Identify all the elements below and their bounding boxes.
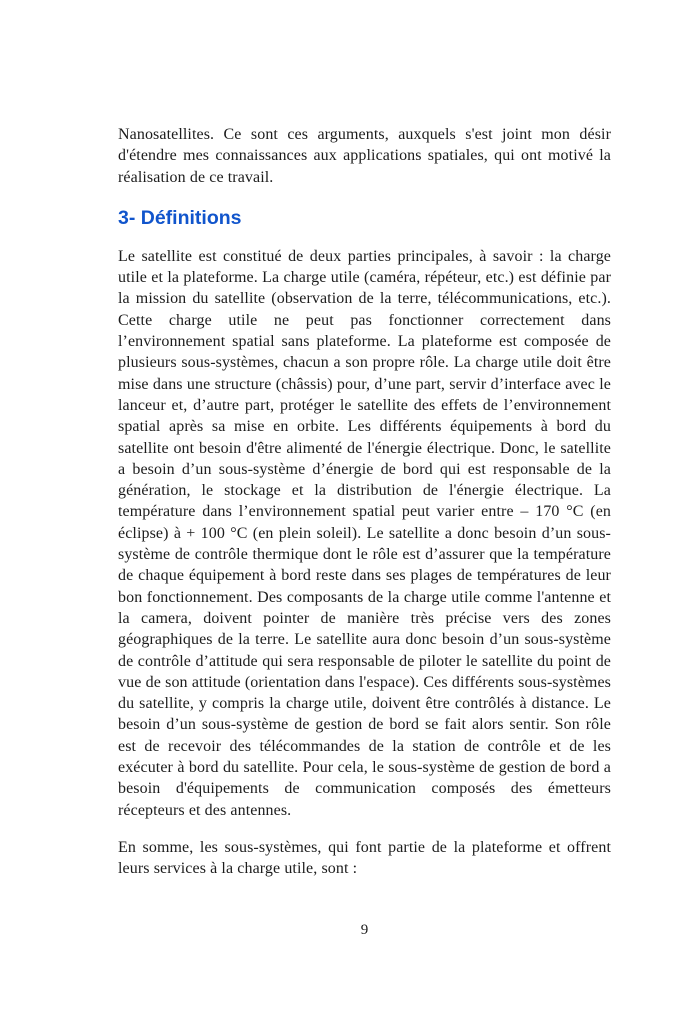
section-heading: 3- Définitions — [118, 206, 242, 229]
text-line: exécuter à bord du satellite. Pour cela, le sous-système de gestion de bord a — [118, 759, 611, 777]
text-line: réalisation de ce travail. — [118, 168, 274, 186]
text-line: plusieurs sous-systèmes, chacun a son propre rôle. La charge utile doit être — [118, 354, 611, 372]
text-line: du satellite, y compris la charge utile, doivent être contrôlés à distance. Le — [118, 695, 611, 713]
text-line: satellite ont besoin d'être alimenté de l'énergie électrique. Donc, le satellite — [118, 439, 611, 457]
paragraph-summary — [118, 837, 611, 880]
text-line: besoin d’un sous-système de gestion de bord se fait alors sentir. Son rôle — [118, 716, 611, 734]
page-number: 9 — [360, 922, 369, 938]
text-line: la mission du satellite (observation de la terre, télécommunications, etc.). — [118, 290, 611, 308]
paragraph-intro — [118, 124, 611, 188]
text-line: utile et la plateforme. La charge utile (caméra, répéteur, etc.) est définie par — [118, 269, 611, 287]
text-line: la camera, doivent pointer de manière très précise vers des zones — [118, 609, 611, 627]
text-line: a besoin d’un sous-système d’énergie de bord qui est responsable de la — [118, 460, 611, 478]
text-line: vue de son attitude (orientation dans l'espace). Ces différents sous-systèmes — [118, 673, 611, 691]
text-line: température dans l’environnement spatial peut varier entre – 170 °C (en — [118, 503, 611, 521]
text-line: est de recevoir des télécommandes de la station de contrôle et de les — [118, 737, 611, 755]
text-line: d'étendre mes connaissances aux applications spatiales, qui ont motivé la — [118, 147, 611, 165]
text-line: mise dans une structure (châssis) pour, d’une part, servir d’interface avec le — [118, 375, 611, 393]
paragraph-definitions-body — [118, 246, 611, 821]
text-line: spatial après sa mise en orbite. Les différents équipements à bord du — [118, 418, 611, 436]
text-line: éclipse) à + 100 °C (en plein soleil). Le satellite a donc besoin d’un sous- — [118, 524, 611, 542]
text-line: lanceur et, d’autre part, protéger le satellite des effets de l’environnement — [118, 396, 611, 414]
text-line: géographiques de la terre. Le satellite aura donc besoin d’un sous-système — [118, 631, 611, 649]
text-line: leurs services à la charge utile, sont : — [118, 860, 358, 878]
text-line: l’environnement spatial sans plateforme. La plateforme est composée de — [118, 333, 611, 351]
text-line: besoin d'équipements de communication composés des émetteurs — [118, 780, 611, 798]
text-line: En somme, les sous-systèmes, qui font partie de la plateforme et offrent — [118, 838, 611, 856]
text-line: système de contrôle thermique dont le rôle est d’assurer que la température — [118, 546, 611, 564]
text-line: génération, le stockage et la distribution de l'énergie électrique. La — [118, 482, 611, 500]
text-line: de contrôle d’attitude qui sera responsable de piloter le satellite du point de — [118, 652, 611, 670]
text-line: Cette charge utile ne peut pas fonctionner correctement dans — [118, 311, 611, 329]
text-line: Le satellite est constitué de deux parties principales, à savoir : la charge — [118, 247, 611, 265]
text-line: Nanosatellites. Ce sont ces arguments, auxquels s'est joint mon désir — [118, 126, 611, 143]
text-line: bon fonctionnement. Des composants de la charge utile comme l'antenne et — [118, 588, 611, 606]
text-line: récepteurs et des antennes. — [118, 801, 292, 819]
text-line: de chaque équipement à bord reste dans ses plages de températures de leur — [118, 567, 611, 585]
